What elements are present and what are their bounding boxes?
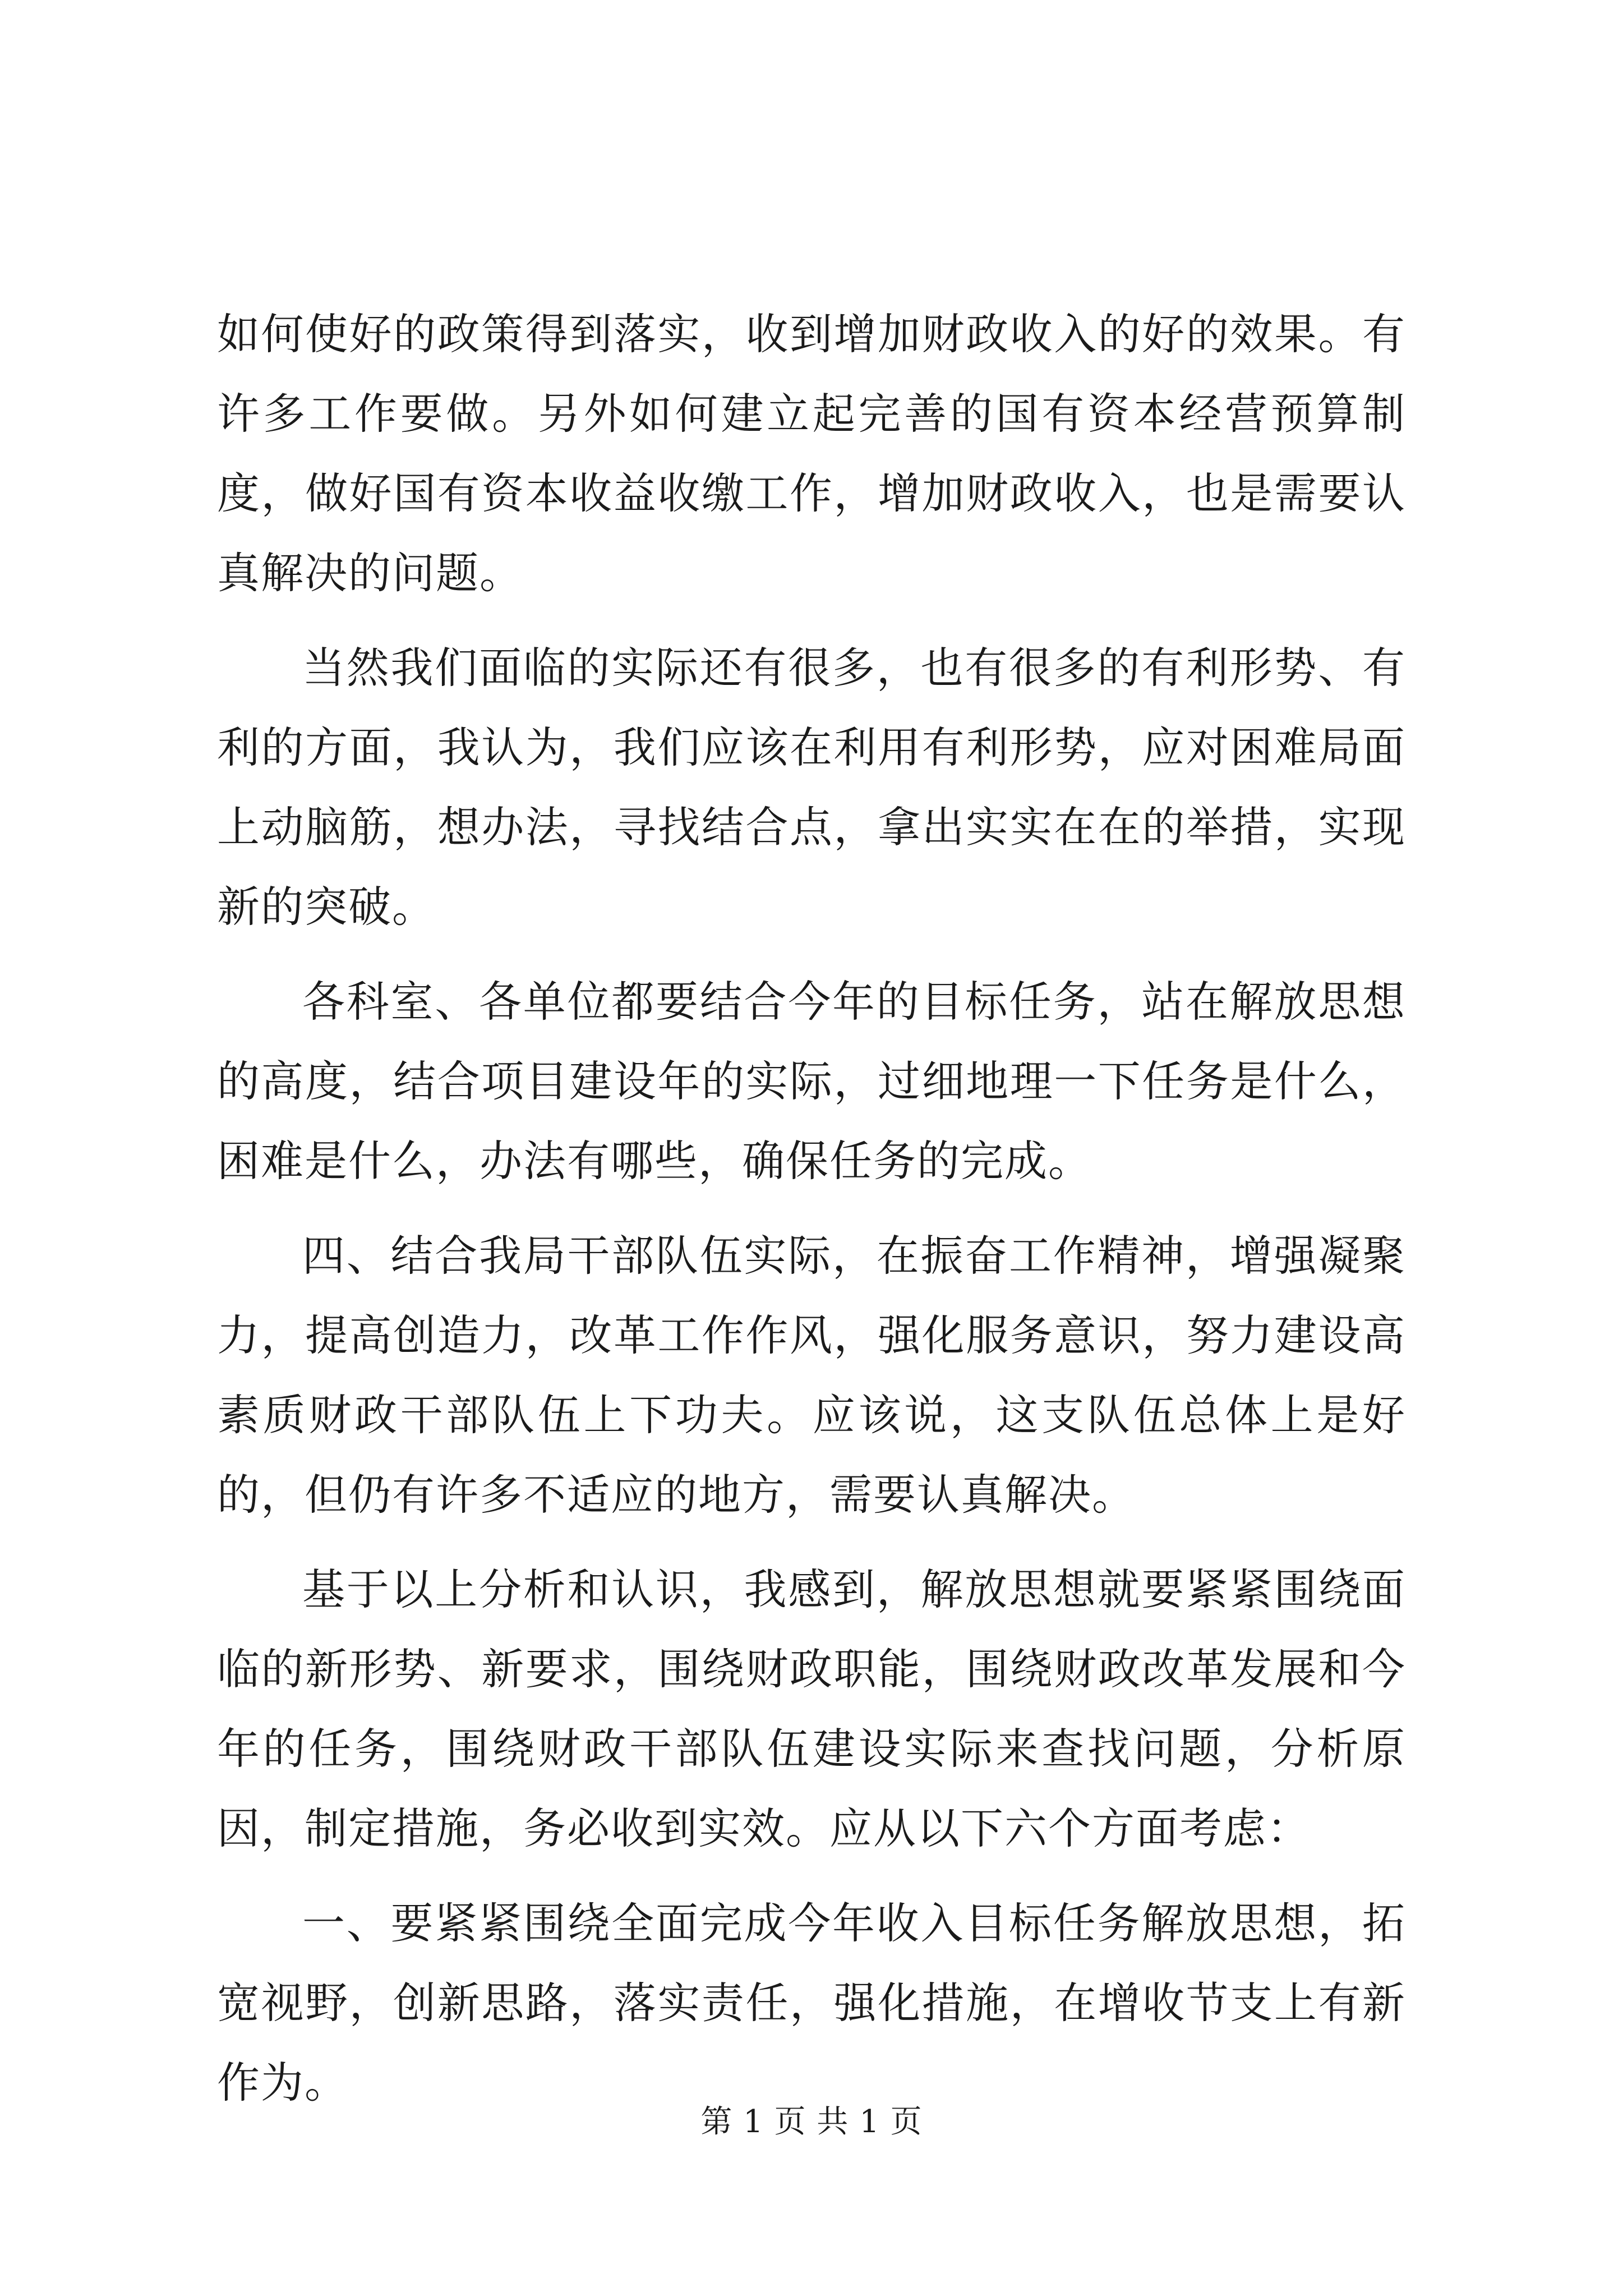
paragraph-1: 如何使好的政策得到落实，收到增加财政收入的好的效果。有许多工作要做。另外如何建立起完善的国有资本经营预算制度，做好国有资本收益收缴工作，增加财政收入，也是需要认真解决的问题。 xyxy=(217,309,1406,598)
document-body xyxy=(217,295,1406,2138)
paragraph-2: 当然我们面临的实际还有很多，也有很多的有利形势、有利的方面，我认为，我们应该在利用有利形势，应对困难局面上动脑筋，想办法，寻找结合点，拿出实实在在的举措，实现新的突破。 xyxy=(217,643,1406,932)
paragraph-3: 各科室、各单位都要结合今年的目标任务，站在解放思想的高度，结合项目建设年的实际，过细地理一下任务是什么，困难是什么，办法有哪些，确保任务的完成。 xyxy=(217,977,1406,1186)
paragraph-4: 四、结合我局干部队伍实际，在振奋工作精神，增强凝聚力，提高创造力，改革工作作风，强化服务意识，努力建设高素质财政干部队伍上下功夫。应该说，这支队伍总体上是好的，但仍有许多不适应的地方，需要认真解决。 xyxy=(217,1231,1406,1520)
paragraph-5: 基于以上分析和认识，我感到，解放思想就要紧紧围绕面临的新形势、新要求，围绕财政职能，围绕财政改革发展和今年的任务，围绕财政干部队伍建设实际来查找问题，分析原因，制定措施，务必收到实效。应从以下六个方面考虑： xyxy=(217,1565,1406,1853)
page-footer: 第 1 页 共 1 页 xyxy=(700,2104,923,2140)
paragraph-6: 一、要紧紧围绕全面完成今年收入目标任务解放思想，拓宽视野，创新思路，落实责任，强化措施，在增收节支上有新作为。 xyxy=(217,1898,1406,2108)
